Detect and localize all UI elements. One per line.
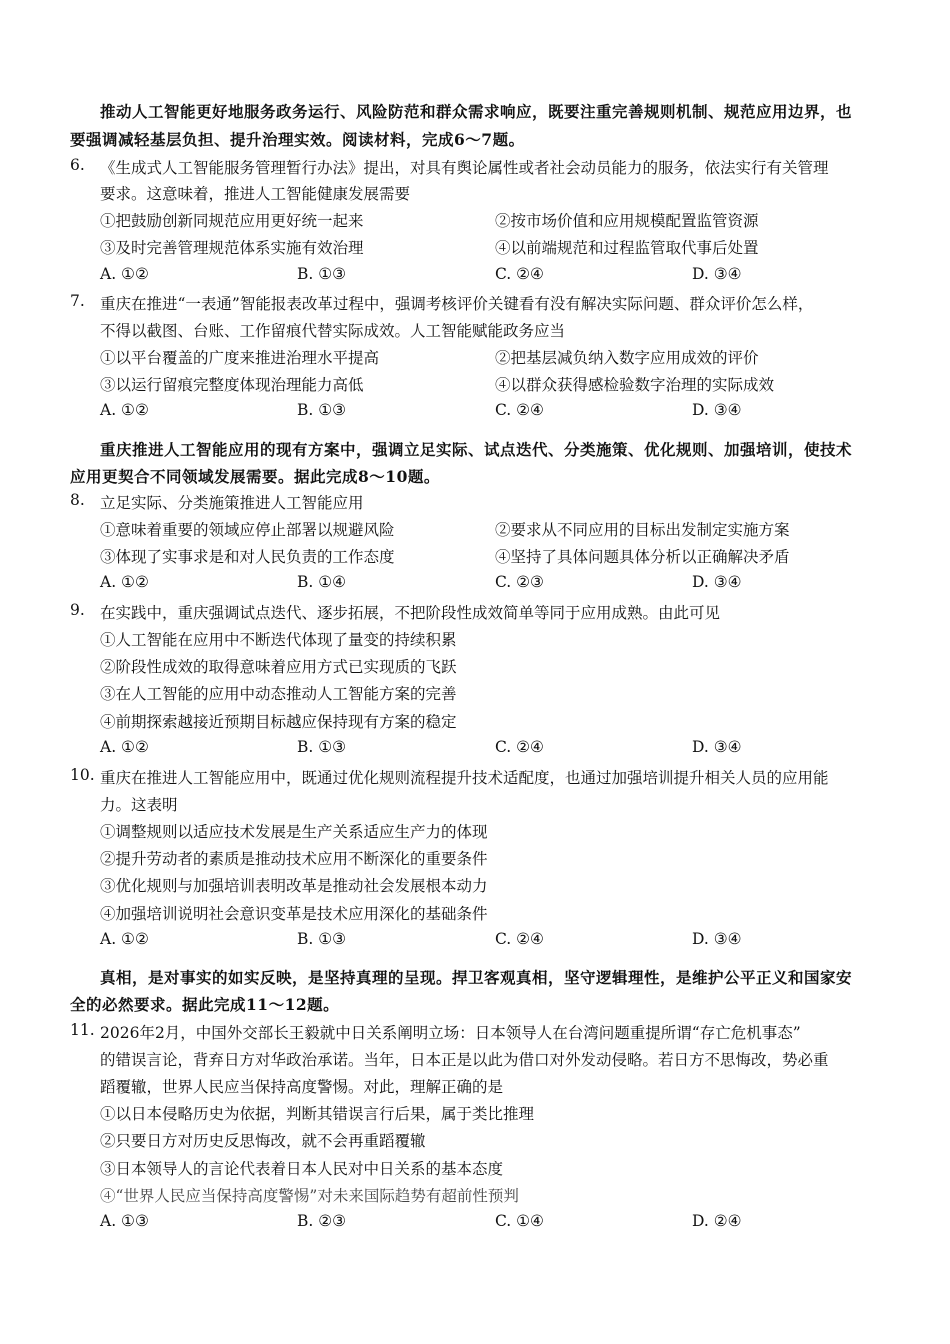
question-9-choice-c[interactable]: C. ②④ [495,738,544,756]
question-7-number: 7. [70,292,85,310]
question-9-choice-a[interactable]: A. ①② [100,738,149,756]
question-11-option-2: ②只要日方对历史反思悔改，就不会再重蹈覆辙 [100,1132,426,1150]
question-6-option-3: ③及时完善管理规范体系实施有效治理 [100,239,364,257]
question-11-choice-d[interactable]: D. ②④ [692,1212,742,1230]
question-11-stem-line3: 蹈覆辙，世界人民应当保持高度警惕。对此，理解正确的是 [100,1078,504,1096]
question-9-choice-b[interactable]: B. ①③ [297,738,347,756]
question-7-choice-a[interactable]: A. ①② [100,401,149,419]
question-8-stem-line1: 立足实际、分类施策推进人工智能应用 [100,494,364,512]
question-11-stem-line2: 的错误言论，背弃日方对华政治承诺。当年，日本正是以此为借口对外发动侵略。若日方不思悔改，势必重 [100,1051,829,1069]
question-11-stem-line1: 2026年2月，中国外交部长王毅就中日关系阐明立场：日本领导人在台湾问题重提所谓“存亡危机事态” [100,1024,801,1042]
question-8-option-1: ①意味着重要的领域应停止部署以规避风险 [100,521,395,539]
question-10-option-3: ③优化规则与加强培训表明改革是推动社会发展根本动力 [100,877,488,895]
material-intro-6-7-line1: 推动人工智能更好地服务政务运行、风险防范和群众需求响应，既要注重完善规则机制、规范应用边界，也 [100,102,853,121]
question-6-choice-d[interactable]: D. ③④ [692,265,742,283]
question-10-choice-b[interactable]: B. ①③ [297,930,347,948]
question-6-stem-line2: 要求。这意味着，推进人工智能健康发展需要 [100,185,411,203]
question-7-option-3: ③以运行留痕完整度体现治理能力高低 [100,376,364,394]
question-7-choice-d[interactable]: D. ③④ [692,401,742,419]
question-11-choice-a[interactable]: A. ①③ [100,1212,149,1230]
question-11-option-1: ①以日本侵略历史为依据，判断其错误言行后果，属于类比推理 [100,1105,535,1123]
material-intro-8-10-line2: 应用更契合不同领域发展需要。据此完成8～10题。 [70,467,440,486]
question-9-option-4: ④前期探索越接近预期目标越应保持现有方案的稳定 [100,713,457,731]
question-7-choice-c[interactable]: C. ②④ [495,401,544,419]
question-11-option-4: ④“世界人民应当保持高度警惕”对未来国际趋势有超前性预判 [100,1187,519,1205]
question-6-choice-c[interactable]: C. ②④ [495,265,544,283]
question-8-choice-b[interactable]: B. ①④ [297,573,347,591]
question-9-option-2: ②阶段性成效的取得意味着应用方式已实现质的飞跃 [100,658,457,676]
question-7-choice-b[interactable]: B. ①③ [297,401,347,419]
question-11-number: 11. [70,1021,95,1039]
question-6-stem-line1: 《生成式人工智能服务管理暂行办法》提出，对具有舆论属性或者社会动员能力的服务，依法实行有关管理 [100,159,829,177]
question-11-choice-b[interactable]: B. ②③ [297,1212,347,1230]
question-10-option-2: ②提升劳动者的素质是推动技术应用不断深化的重要条件 [100,850,488,868]
question-6-choice-a[interactable]: A. ①② [100,265,149,283]
question-10-choice-a[interactable]: A. ①② [100,930,149,948]
question-8-option-4: ④坚持了具体问题具体分析以正确解决矛盾 [495,548,790,566]
question-9-option-1: ①人工智能在应用中不断迭代体现了量变的持续积累 [100,631,457,649]
material-intro-11-12-line2: 全的必然要求。据此完成11～12题。 [70,995,340,1014]
question-8-option-3: ③体现了实事求是和对人民负责的工作态度 [100,548,395,566]
question-8-option-2: ②要求从不同应用的目标出发制定实施方案 [495,521,790,539]
question-10-stem-line1: 重庆在推进人工智能应用中，既通过优化规则流程提升技术适配度，也通过加强培训提升相关人员的应用能 [100,769,829,787]
question-11-option-3: ③日本领导人的言论代表着日本人民对中日关系的基本态度 [100,1160,504,1178]
question-10-number: 10. [70,766,95,784]
question-8-choice-c[interactable]: C. ②③ [495,573,544,591]
question-7-stem-line2: 不得以截图、台账、工作留痕代替实际成效。人工智能赋能政务应当 [100,322,566,340]
question-10-option-1: ①调整规则以适应技术发展是生产关系适应生产力的体现 [100,823,488,841]
question-6-choice-b[interactable]: B. ①③ [297,265,347,283]
question-8-number: 8. [70,491,85,509]
question-10-choice-d[interactable]: D. ③④ [692,930,742,948]
material-intro-11-12-line1: 真相，是对事实的如实反映，是坚持真理的呈现。捍卫客观真相，坚守逻辑理性，是维护公平正义和国家安 [100,968,853,987]
question-7-option-1: ①以平台覆盖的广度来推进治理水平提高 [100,349,380,367]
material-intro-6-7-line2: 要强调减轻基层负担、提升治理实效。阅读材料，完成6～7题。 [70,130,525,149]
question-9-choice-d[interactable]: D. ③④ [692,738,742,756]
question-7-stem-line1: 重庆在推进“一表通”智能报表改革过程中，强调考核评价关键看有没有解决实际问题、群众评价怎么样， [100,295,814,313]
question-9-option-3: ③在人工智能的应用中动态推动人工智能方案的完善 [100,685,457,703]
question-7-option-4: ④以群众获得感检验数字治理的实际成效 [495,376,775,394]
question-8-choice-a[interactable]: A. ①② [100,573,149,591]
question-7-option-2: ②把基层减负纳入数字应用成效的评价 [495,349,759,367]
material-intro-8-10-line1: 重庆推进人工智能应用的现有方案中，强调立足实际、试点迭代、分类施策、优化规则、加强培训，使技术 [100,440,853,459]
question-9-number: 9. [70,601,85,619]
question-11-choice-c[interactable]: C. ①④ [495,1212,544,1230]
question-6-number: 6. [70,156,85,174]
question-6-option-2: ②按市场价值和应用规模配置监管资源 [495,212,759,230]
question-10-option-4: ④加强培训说明社会意识变革是技术应用深化的基础条件 [100,905,488,923]
question-10-choice-c[interactable]: C. ②④ [495,930,544,948]
question-6-option-1: ①把鼓励创新同规范应用更好统一起来 [100,212,364,230]
question-8-choice-d[interactable]: D. ③④ [692,573,742,591]
question-6-option-4: ④以前端规范和过程监管取代事后处置 [495,239,759,257]
question-10-stem-line2: 力。这表明 [100,796,178,814]
question-9-stem-line1: 在实践中，重庆强调试点迭代、逐步拓展，不把阶段性成效简单等同于应用成熟。由此可见 [100,604,721,622]
